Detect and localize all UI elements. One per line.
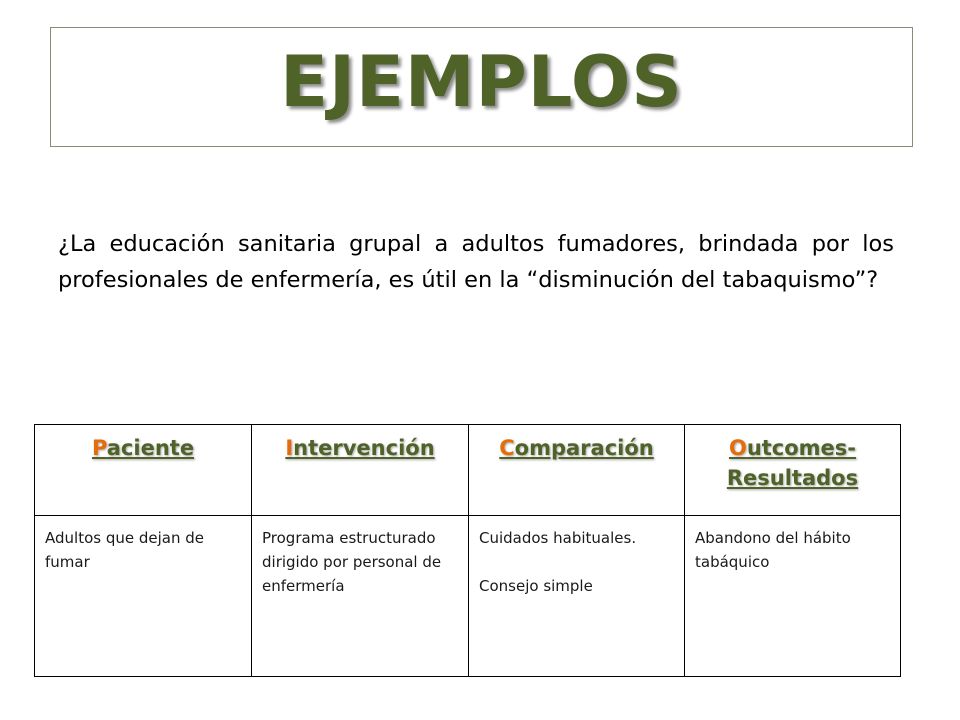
header-initial: C xyxy=(499,436,515,460)
cell-paciente: Adultos que dejan de fumar xyxy=(35,516,252,677)
cell-resultados: Abandono del hábito tabáquico xyxy=(685,516,901,677)
header-rest: utcomes-Resultados xyxy=(726,436,859,490)
research-question: ¿La educación sanitaria grupal a adultos fumadores, brindada por los profesionales de enfermería, es útil en la “disminución del tabaquismo”? xyxy=(58,231,894,293)
header-initial: O xyxy=(728,436,747,460)
header-rest: omparación xyxy=(514,436,654,460)
header-paciente xyxy=(35,425,252,516)
slide-title: EJEMPLOS xyxy=(280,41,683,123)
table-row xyxy=(35,516,901,677)
table-header-row xyxy=(35,425,901,516)
header-initial: I xyxy=(285,436,294,460)
header-intervencion xyxy=(252,425,469,516)
cell-comparacion xyxy=(469,516,685,677)
header-rest: ntervención xyxy=(293,436,435,460)
title-box xyxy=(50,27,913,147)
header-rest: aciente xyxy=(106,436,195,460)
header-comparacion xyxy=(469,425,685,516)
cell-intervencion: Programa estructurado dirigido por personal de enfermería xyxy=(252,516,469,677)
pico-table xyxy=(34,424,901,677)
header-initial: P xyxy=(91,436,107,460)
comparacion-line-2: Consejo simple xyxy=(479,577,593,595)
comparacion-line-1: Cuidados habituales. xyxy=(479,529,637,547)
header-resultados xyxy=(685,425,901,516)
